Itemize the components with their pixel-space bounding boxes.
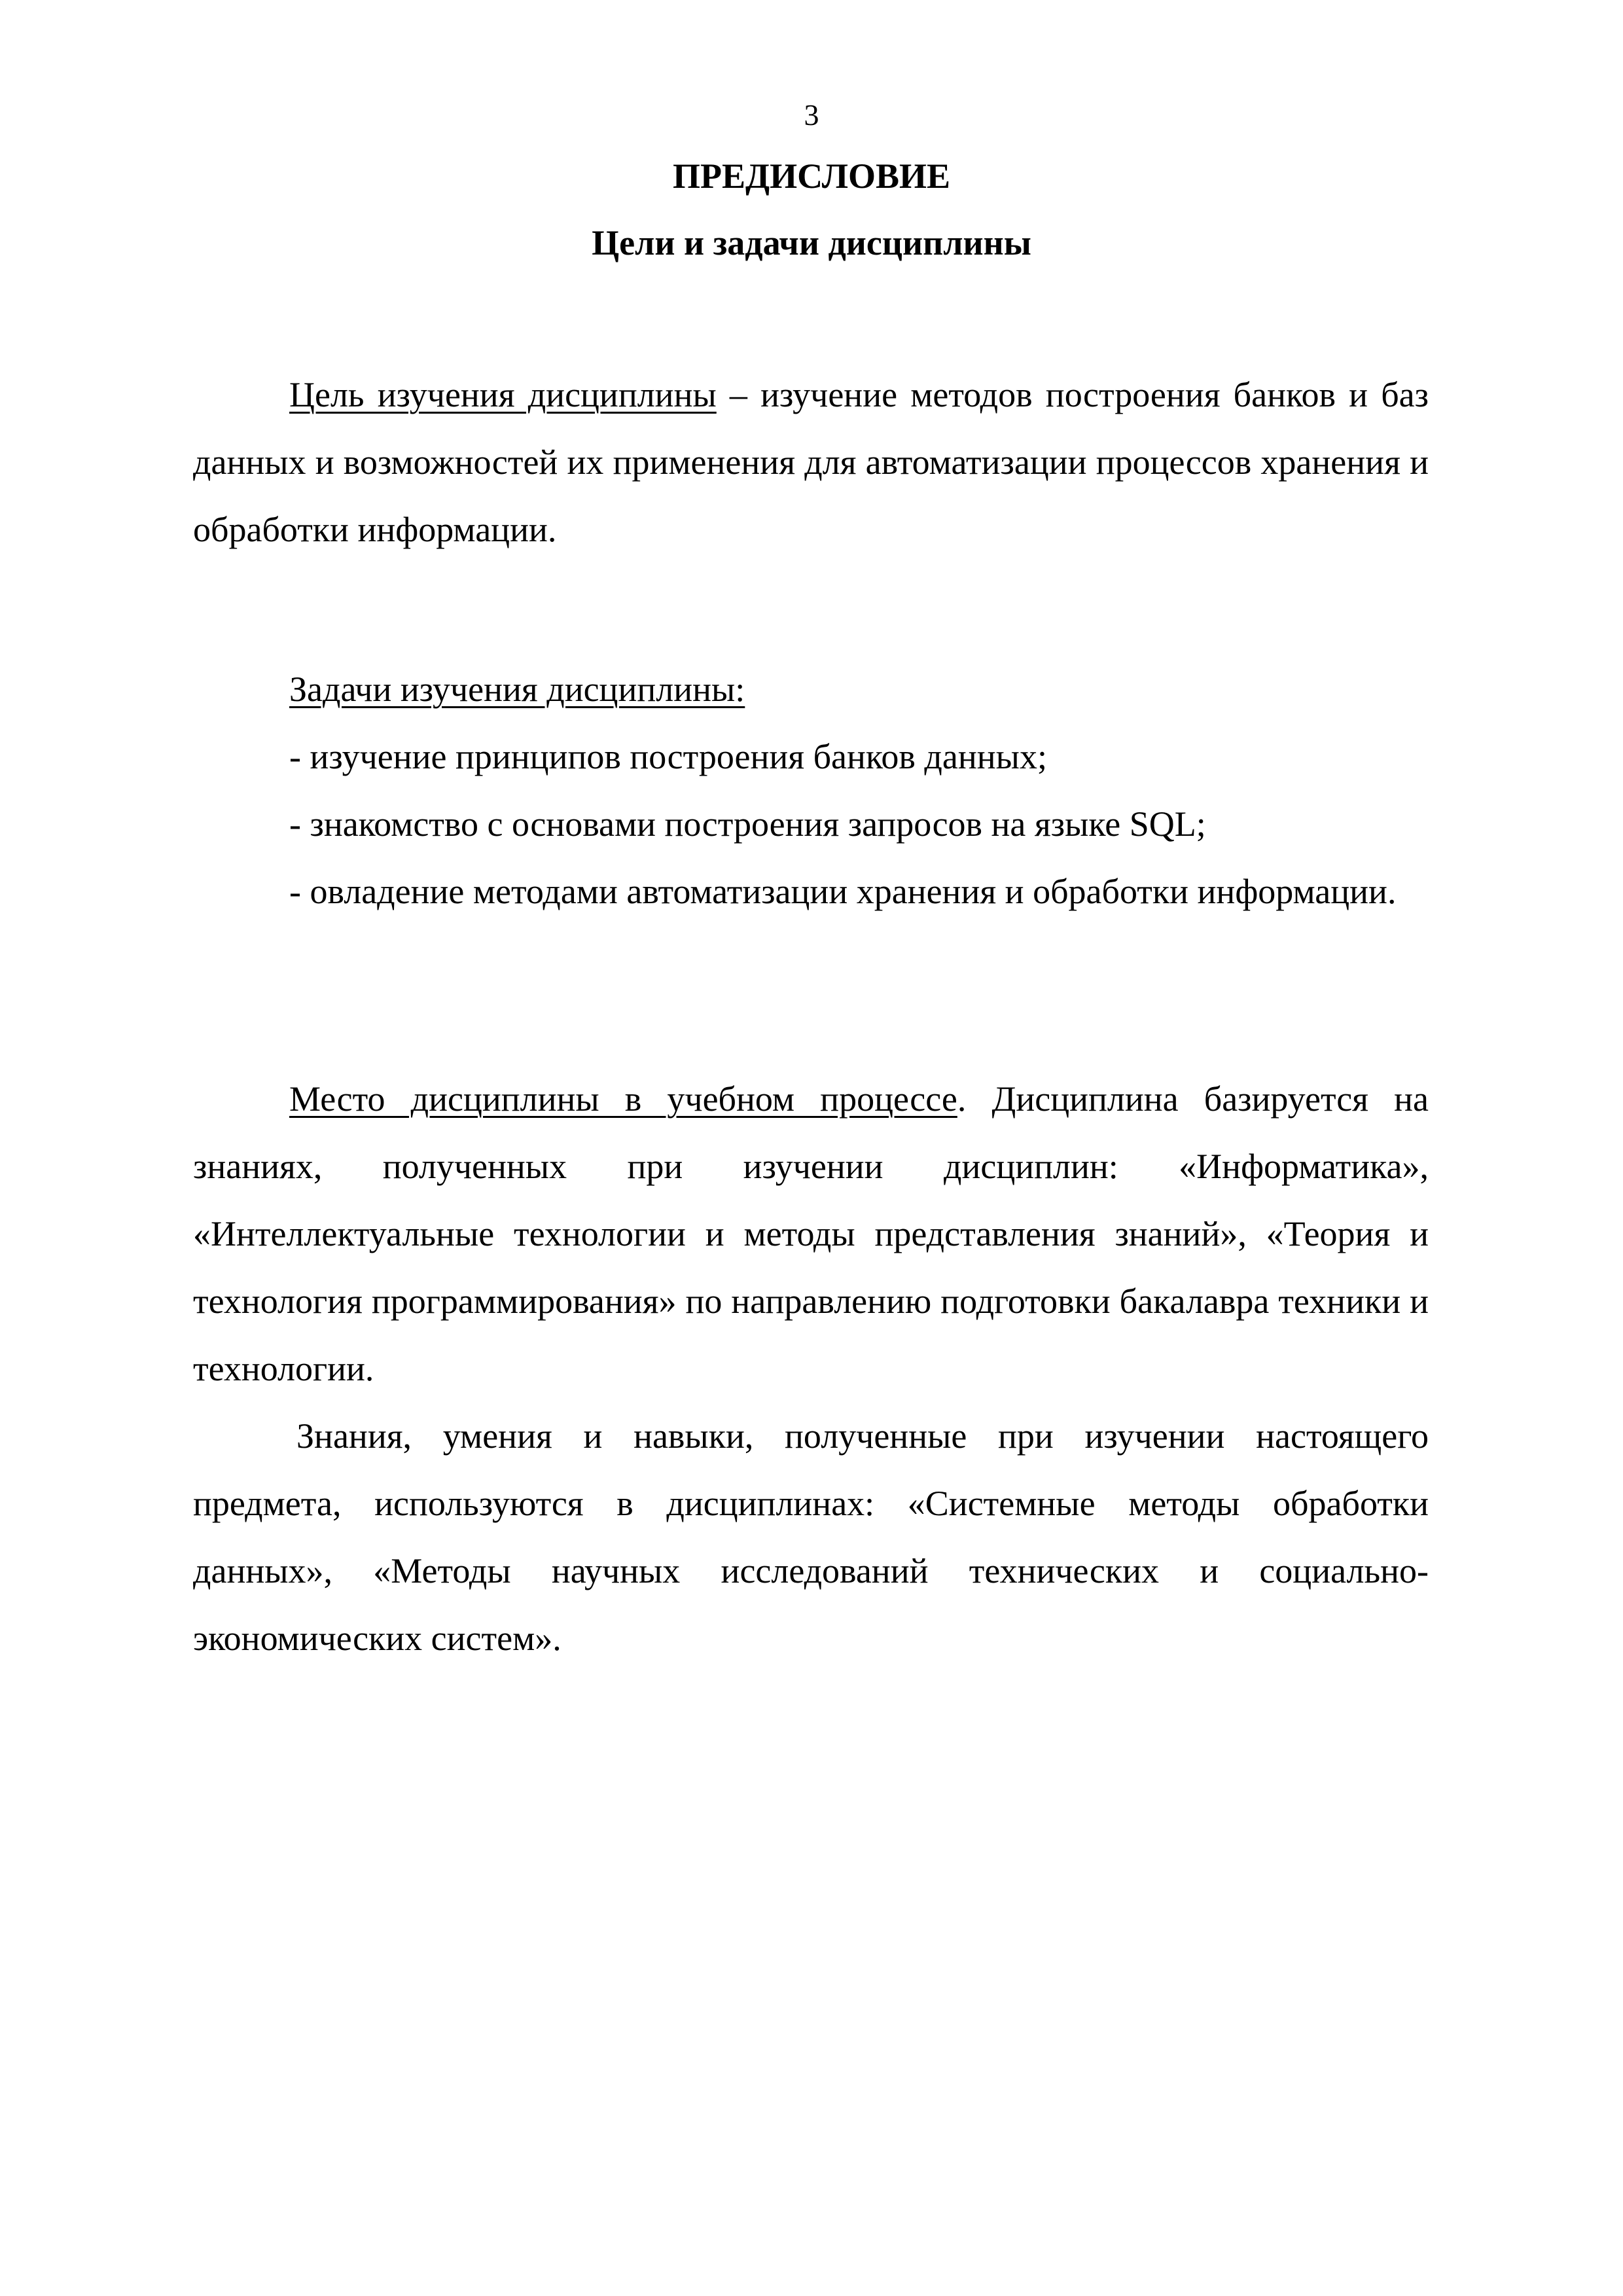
place-second-paragraph: Знания, умения и навыки, полученные при изучении настоящего предмета, используются в дисциплинах: «Системные методы обработки данных», «Методы научных исследований технических и социально-экономических систем». — [193, 1416, 1429, 1658]
goal-text: – изучение методов построения банков и баз данных и возможностей их применения для автоматизации процессов хранения и обработки информации. — [193, 375, 1429, 549]
place-section — [193, 1066, 1429, 1672]
task-item: - изучение принципов построения банков данных; — [289, 737, 1047, 776]
page-number: 3 — [804, 98, 819, 132]
place-paragraph — [193, 1066, 1429, 1403]
tasks-heading — [193, 656, 1429, 723]
task-item: - овладение методами автоматизации хранения и обработки информации. — [289, 872, 1397, 911]
page-subtitle: Цели и задачи дисциплины — [592, 223, 1031, 262]
goal-paragraph — [193, 361, 1429, 564]
place-label: Место дисциплины в учебном процессе — [289, 1079, 957, 1119]
tasks-label: Задачи изучения дисциплины: — [289, 670, 745, 709]
task-item: - знакомство с основами построения запросов на языке SQL; — [289, 804, 1206, 844]
goal-section — [193, 361, 1429, 564]
place-text: . Дисциплина базируется на знаниях, полученных при изучении дисциплин: «Информатика», «Интеллектуальные технологии и методы представления знаний», «Теория и технология программирования» по направлению подготовки бакалавра техники и технологии. — [193, 1079, 1429, 1388]
goal-label: Цель изучения дисциплины — [289, 375, 717, 414]
tasks-section — [193, 656, 1429, 925]
page-title: ПРЕДИСЛОВИЕ — [672, 156, 951, 196]
